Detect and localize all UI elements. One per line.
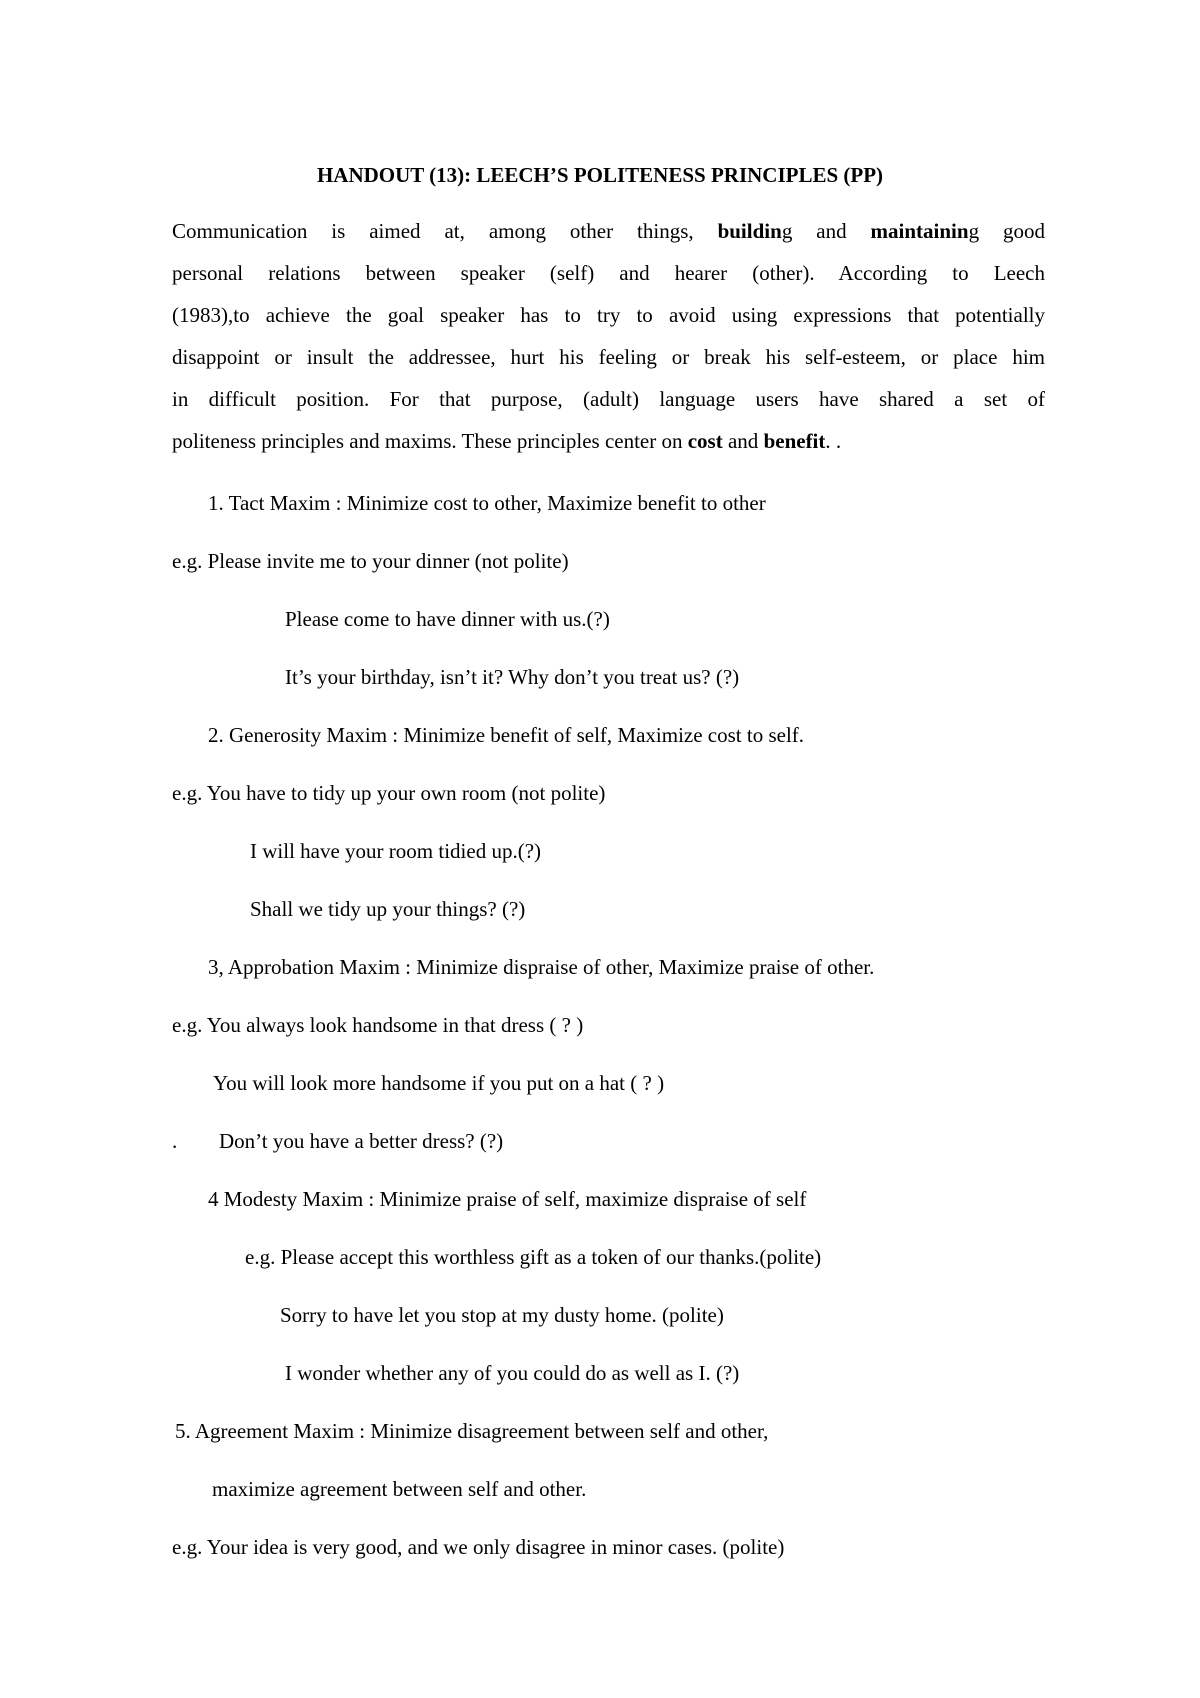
intro-line-2: personal relations between speaker (self) and hearer (other). According to Leech [172, 261, 1045, 285]
example-line: It’s your birthday, isn’t it? Why don’t you treat us? (?) [285, 665, 740, 689]
example-line: I will have your room tidied up.(?) [250, 839, 542, 863]
maxim-heading-continuation: maximize agreement between self and other. [212, 1477, 587, 1501]
maxim-heading-approbation: 3, Approbation Maxim : Minimize dispraise of other, Maximize praise of other. [208, 955, 875, 979]
intro-line-6 [172, 428, 1045, 470]
example-line: Sorry to have let you stop at my dusty home. (polite) [280, 1303, 724, 1327]
page-title: HANDOUT (13): LEECH’S POLITENESS PRINCIPLES (PP) [316, 163, 884, 187]
intro-text: and [816, 219, 847, 243]
bold-term-benefit: benefit [763, 429, 826, 453]
stray-period: . [172, 1129, 178, 1153]
maxim-heading-modesty: 4 Modesty Maxim : Minimize praise of self, maximize dispraise of self [208, 1187, 807, 1211]
intro-text: good [1003, 219, 1046, 243]
example-line: You will look more handsome if you put on a hat ( ? ) [213, 1071, 665, 1095]
bold-term-cost: cost [687, 429, 723, 453]
example-line: e.g. Please invite me to your dinner (not polite) [172, 549, 569, 573]
example-line: I wonder whether any of you could do as well as I. (?) [285, 1361, 740, 1385]
intro-line-3: (1983),to achieve the goal speaker has to try to avoid using expressions that potentially [172, 303, 1045, 327]
bold-term-maintaining: maintainin [870, 219, 969, 243]
example-line: e.g. You have to tidy up your own room (not polite) [172, 781, 606, 805]
intro-line-4: disappoint or insult the addressee, hurt his feeling or break his self-esteem, or place him [172, 345, 1045, 369]
intro-line-5: in difficult position. For that purpose, (adult) language users have shared a set of [172, 387, 1045, 411]
intro-text: politeness principles and maxims. These principles center on [172, 429, 683, 453]
example-line: e.g. You always look handsome in that dress ( ? ) [172, 1013, 584, 1037]
intro-text: . . [825, 429, 842, 453]
intro-text: Communication is aimed at, among other things, [172, 219, 694, 243]
intro-line-1 [172, 218, 1045, 260]
example-line: Shall we tidy up your things? (?) [250, 897, 526, 921]
maxim-heading-tact: 1. Tact Maxim : Minimize cost to other, Maximize benefit to other [208, 491, 766, 515]
maxim-heading-generosity: 2. Generosity Maxim : Minimize benefit of self, Maximize cost to self. [208, 723, 805, 747]
bold-term-building: buildin [717, 219, 782, 243]
intro-text: and [727, 429, 759, 453]
example-line: e.g. Your idea is very good, and we only disagree in minor cases. (polite) [172, 1535, 785, 1559]
intro-paragraph [172, 218, 1045, 470]
maxim-heading-agreement: 5. Agreement Maxim : Minimize disagreement between self and other, [175, 1419, 769, 1443]
intro-text: g [968, 219, 980, 243]
example-line: Don’t you have a better dress? (?) [219, 1129, 504, 1153]
example-line: e.g. Please accept this worthless gift as a token of our thanks.(polite) [245, 1245, 822, 1269]
example-line: Please come to have dinner with us.(?) [285, 607, 610, 631]
intro-text: g [781, 219, 793, 243]
